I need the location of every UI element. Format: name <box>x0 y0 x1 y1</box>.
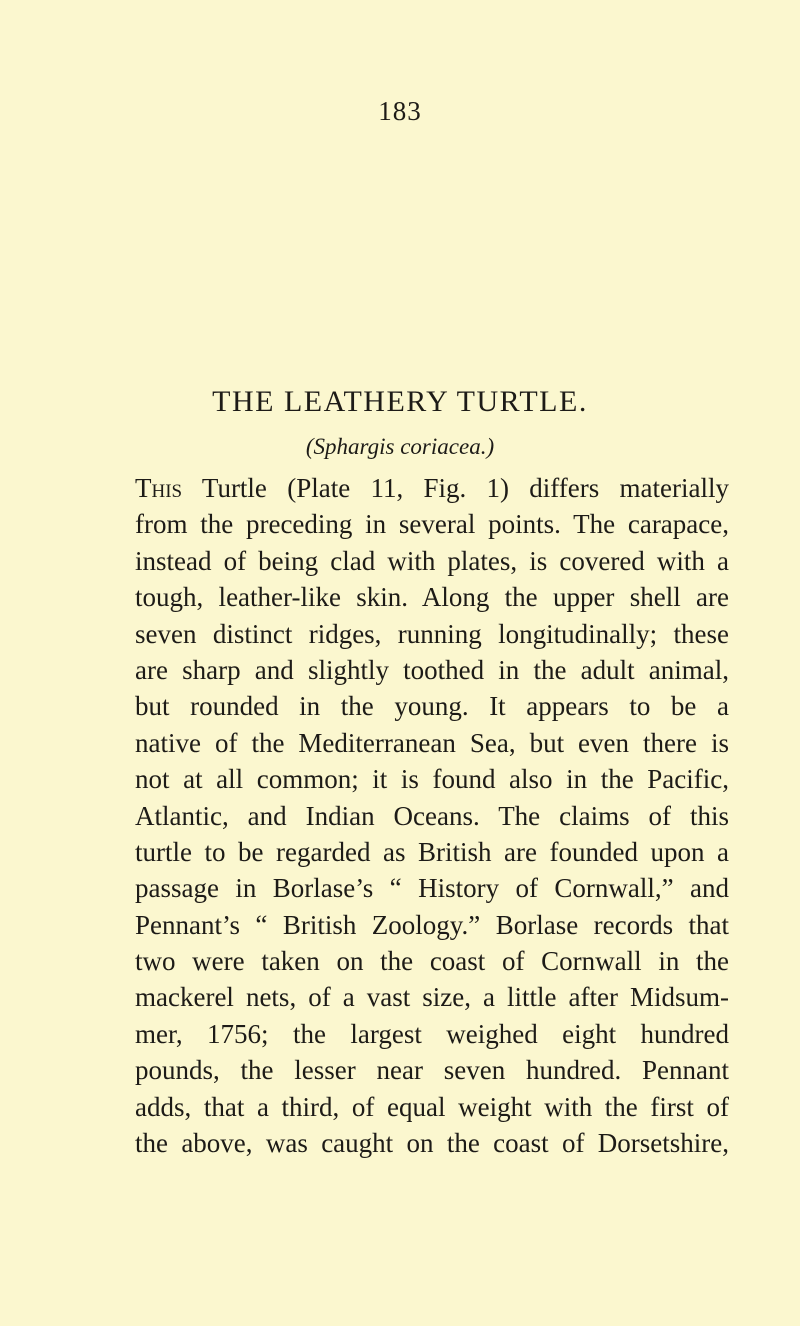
paragraph-line: from the preceding in several points. The carapace, <box>135 509 729 540</box>
paragraph-line: seven distinct ridges, running longitudinally; these <box>135 618 729 649</box>
drop-word: This <box>135 473 183 503</box>
paragraph-line: are sharp and slightly toothed in the adult animal, <box>135 654 729 685</box>
paragraph-line: not at all common; it is found also in the Pacific, <box>135 764 729 795</box>
paragraph-line: but rounded in the young. It appears to be a <box>135 691 729 722</box>
paragraph-line: pounds, the lesser near seven hundred. Pennant <box>135 1055 729 1086</box>
paragraph-line: mer, 1756; the largest weighed eight hundred <box>135 1018 729 1049</box>
body-paragraph <box>135 470 729 1161</box>
paragraph-line: mackerel nets, of a vast size, a little after Midsum- <box>135 982 729 1013</box>
scientific-name-subtitle: (Sphargis coriacea.) <box>305 434 495 459</box>
paragraph-line: Pennant’s “ British Zoology.” Borlase records that <box>135 909 729 940</box>
paragraph-line: native of the Mediterranean Sea, but even there is <box>135 727 729 758</box>
paragraph-line: two were taken on the coast of Cornwall in the <box>135 946 729 977</box>
paragraph-line: instead of being clad with plates, is covered with a <box>135 545 729 576</box>
paragraph-line-text: Turtle (Plate 11, Fig. 1) differs materially <box>182 473 729 503</box>
paragraph-line: the above, was caught on the coast of Dorsetshire, <box>135 1128 729 1159</box>
paragraph-line: Atlantic, and Indian Oceans. The claims of this <box>135 800 729 831</box>
paragraph-line: adds, that a third, of equal weight with the first of <box>135 1091 729 1122</box>
paragraph-line: passage in Borlase’s “ History of Cornwall,” and <box>135 873 729 904</box>
paragraph-line: tough, leather-like skin. Along the upper shell are <box>135 582 729 613</box>
paragraph-line <box>135 470 729 506</box>
page-number: 183 <box>378 96 422 126</box>
paragraph-line: turtle to be regarded as British are founded upon a <box>135 836 729 867</box>
chapter-title: THE LEATHERY TURTLE. <box>212 385 588 418</box>
